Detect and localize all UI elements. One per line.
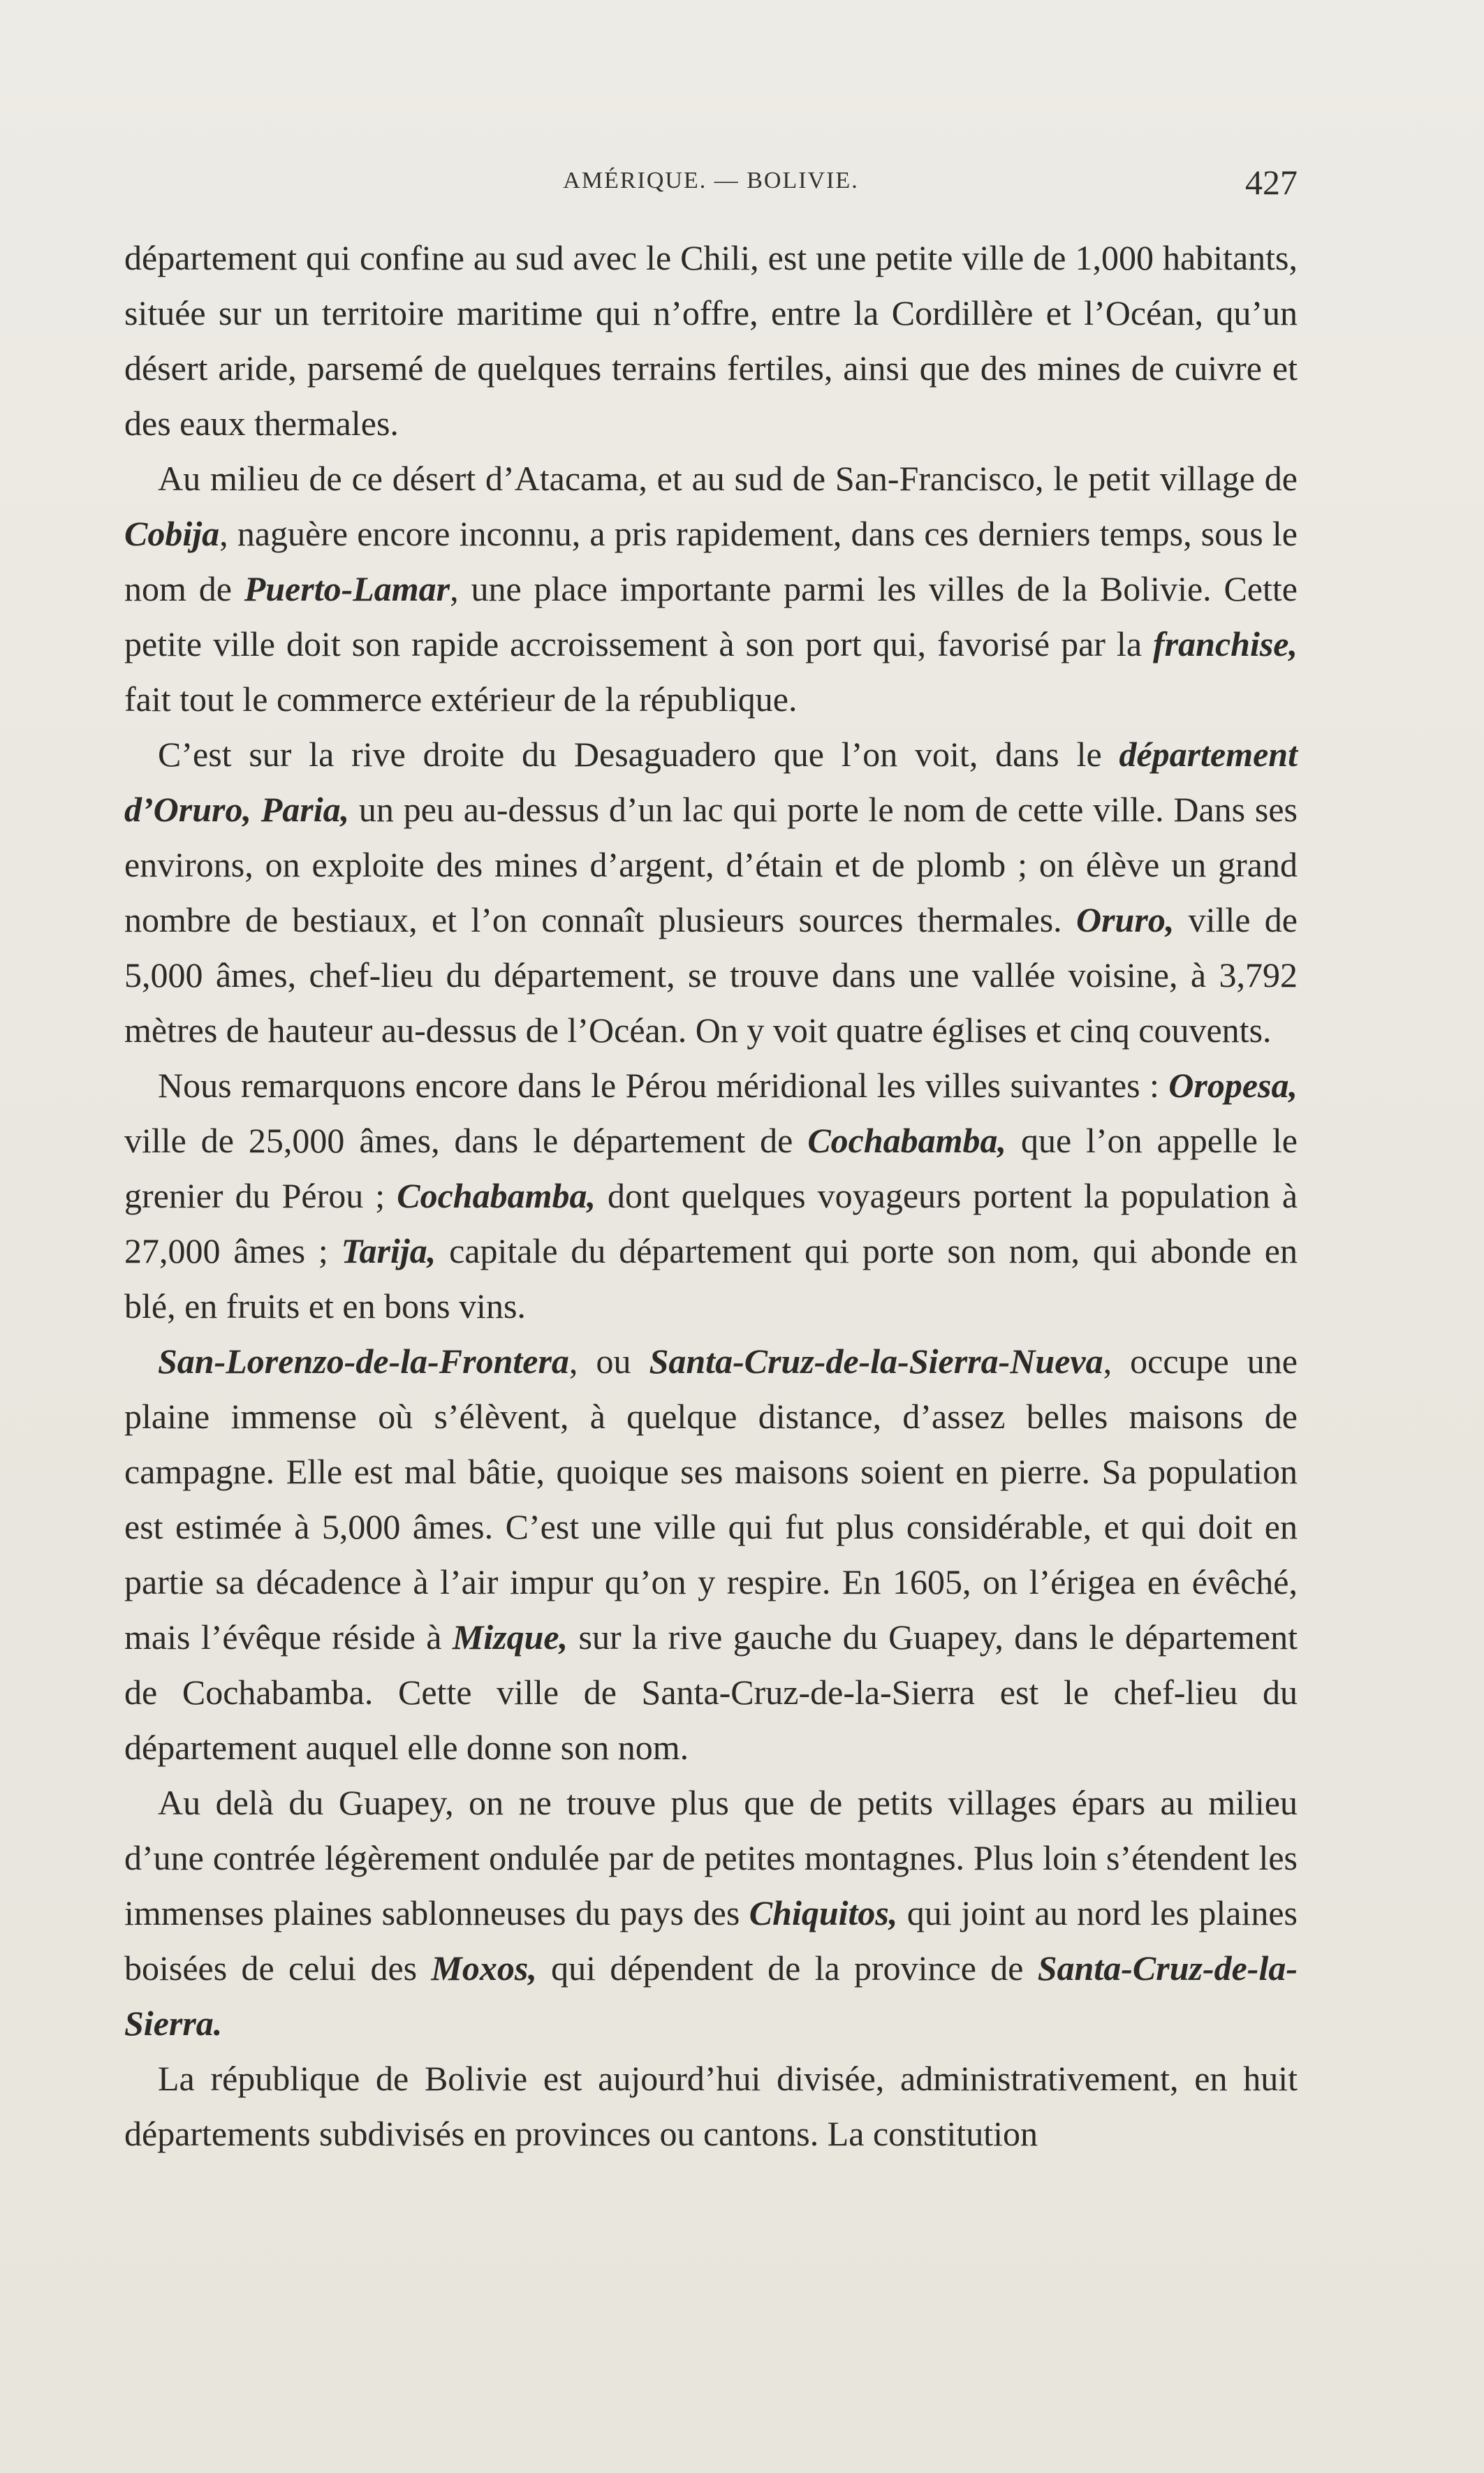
italic-run: Santa-Cruz-de-la-Sierra-Nueva [649,1342,1103,1381]
text-run: , une place importante parmi les villes de la Bolivie. Cette petite ville doit son rapide accroissement à son port qui, favorisé par la [124,569,1298,663]
text-run: ville de 25,000 âmes, dans le département de [124,1121,808,1160]
paragraph [124,451,1298,727]
text-run: département qui confine au sud avec le Chili, est une petite ville de 1,000 habitants, située sur un territoire maritime qui n’offre, entre la Cordillère et l’Océan, qu’un désert aride, parsemé de quelques terrains fertiles, ainsi que des mines de cuivre et des eaux thermales. [124,238,1298,443]
page-number: 427 [1245,163,1298,202]
italic-run: Oruro, [1075,900,1175,939]
italic-run: Moxos, [431,1949,537,1988]
italic-run: Puerto-Lamar [244,569,450,608]
text-run: , ou [568,1342,649,1381]
paragraph [124,1775,1298,2051]
running-head: AMÉRIQUE. — BOLIVIE. [563,168,859,193]
text-run: dont quelques voyageurs portent la population à 27,000 âmes ; [124,1176,1298,1270]
text-run: capitale du département qui porte son nom, qui abonde en blé, en fruits et en bons vins. [124,1231,1298,1326]
text-run: Au delà du Guapey, on ne trouve plus que de petits villages épars au milieu d’une contrée légèrement ondulée par de petites montagnes. Plus loin s’étendent les immenses plaines sablonneuses du pays des [124,1783,1298,1932]
text-run: ville de 5,000 âmes, chef-lieu du département, se trouve dans une vallée voisine, à 3,792 mètres de hauteur au-dessus de l’Océan. On y voit quatre églises et cinq couvents. [124,900,1298,1050]
text-run: que l’on appelle le grenier du Pérou ; [124,1121,1298,1215]
text-run: , naguère encore inconnu, a pris rapidement, dans ces derniers temps, sous le nom de [124,514,1298,608]
text-run: Nous remarquons encore dans le Pérou méridional les villes suivantes : [158,1066,1169,1105]
text-run: fait tout le commerce extérieur de la république. [124,680,798,719]
paragraph [124,727,1298,1058]
italic-run: franchise, [1153,624,1298,663]
italic-run: Cobija [124,514,220,553]
italic-run: Chiquitos, [749,1893,898,1932]
text-run: un peu au-dessus d’un lac qui porte le nom de cette ville. Dans ses environs, on exploite des mines d’argent, d’étain et de plomb ; on élève un grand nombre de bestiaux, et l’on connaît plusieurs sources thermales. [124,790,1298,939]
text-run: Au milieu de ce désert d’Atacama, et au sud de San-Francisco, le petit village de [158,459,1298,498]
italic-run: Santa-Cruz-de-la-Sierra. [124,1949,1298,2043]
italic-run: Cochabamba, [397,1176,596,1215]
text-run: qui dépendent de la province de [536,1949,1038,1988]
italic-run: San-Lorenzo-de-la-Frontera [158,1342,569,1381]
italic-run: Tarija, [341,1231,436,1270]
text-run: C’est sur la rive droite du Desaguadero que l’on voit, dans le [158,735,1119,774]
italic-run: Cochabamba, [807,1121,1007,1160]
page-header [124,162,1298,204]
italic-run: Mizque, [452,1617,568,1657]
text-run: La république de Bolivie est aujourd’hui divisée, administrativement, en huit départements subdivisés en provinces ou cantons. La constitution [124,2059,1298,2153]
paragraph [124,1334,1298,1775]
paragraph [124,2051,1298,2162]
text-run: sur la rive gauche du Guapey, dans le département de Cochabamba. Cette ville de Santa-Cruz-de-la-Sierra est le chef-lieu du département auquel elle donne son nom. [124,1617,1298,1767]
body-text [124,230,1298,2162]
paragraph [124,230,1298,451]
italic-run: Oropesa, [1168,1066,1298,1105]
italic-run: département d’Oruro, Paria, [124,735,1298,829]
paragraph [124,1058,1298,1334]
text-run: , occupe une plaine immense où s’élèvent, à quelque distance, d’assez belles maisons de campagne. Elle est mal bâtie, quoique ses maisons soient en pierre. Sa population est estimée à 5,000 âmes. C’est une ville qui fut plus considérable, et qui doit en partie sa décadence à l’air impur qu’on y respire. En 1605, on l’érigea en évêché, mais l’évêque réside à [124,1342,1298,1657]
text-run: qui joint au nord les plaines boisées de celui des [124,1893,1298,1988]
